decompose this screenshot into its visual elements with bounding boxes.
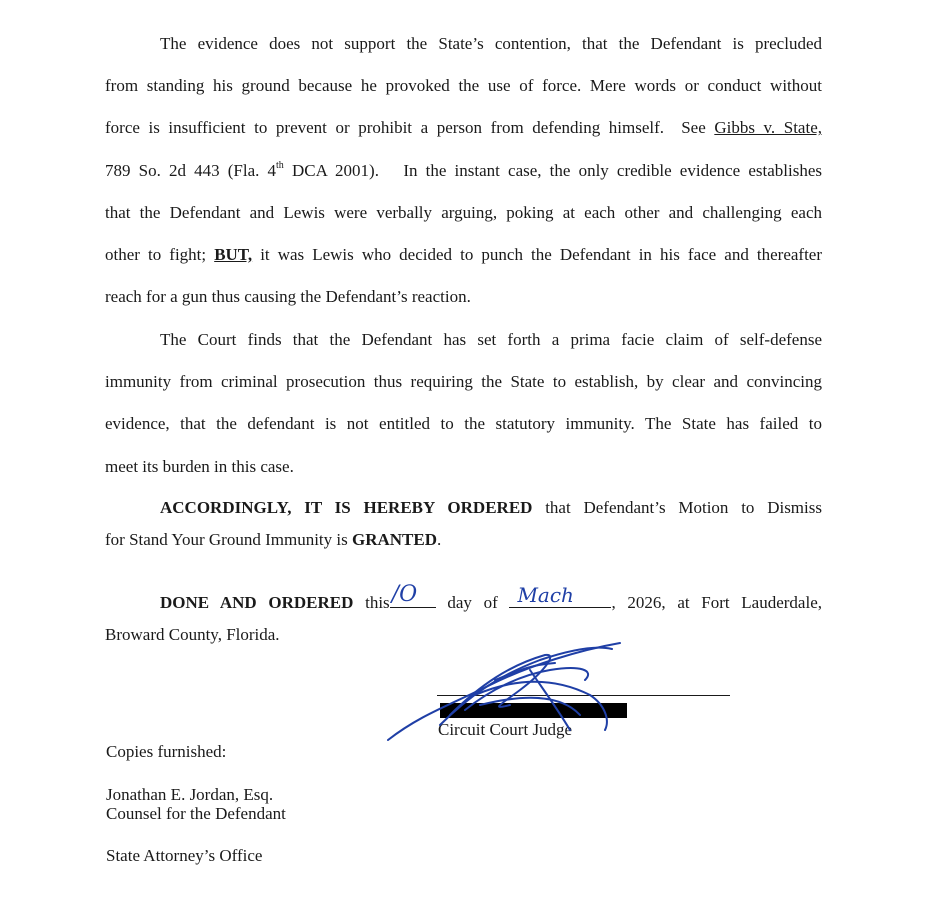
- month-blank: [509, 583, 611, 608]
- recipient-role: Counsel for the Defendant: [106, 804, 286, 823]
- judge-signature-scribble: [380, 635, 640, 750]
- text-line: from standing his ground because he provoked the use of force. Mere words or conduct without: [105, 76, 822, 96]
- text-line: [105, 107, 822, 149]
- text-line: immunity from criminal prosecution thus requiring the State to establish, by clear and convincing: [105, 372, 822, 392]
- text-line: [105, 582, 822, 619]
- recipient-office: State Attorney’s Office: [106, 846, 263, 865]
- text-line: The Court finds that the Defendant has set forth a prima facie claim of self-defense: [160, 330, 822, 349]
- text-fragment: DCA 2001). In the instant case, the only credible evidence establishes: [283, 160, 823, 180]
- recipient-name: Jonathan E. Jordan, Esq.: [106, 785, 274, 804]
- text-fragment: .: [437, 530, 442, 549]
- text-fragment: day of: [435, 593, 510, 612]
- findings-paragraph: [105, 319, 822, 488]
- text-fragment: that Defendant’s Motion to Dismiss: [532, 498, 822, 517]
- text-fragment: for Stand Your Ground Immunity is: [105, 530, 352, 549]
- text-line: evidence, that the defendant is not entitled to the statutory immunity. The State has failed to: [105, 414, 822, 434]
- emphasis-but: BUT,: [214, 245, 253, 265]
- text-line: meet its burden in this case.: [105, 456, 294, 476]
- done-heading: DONE AND ORDERED: [160, 593, 354, 612]
- case-citation-link: Gibbs v. State,: [714, 118, 822, 138]
- text-line: [105, 524, 822, 556]
- text-line: Broward County, Florida.: [105, 625, 280, 644]
- text-line: The evidence does not support the State’s contention, that the Defendant is precluded: [160, 34, 822, 53]
- text-line: that the Defendant and Lewis were verbally arguing, poking at each other and challenging each: [105, 202, 822, 222]
- citation-text: 789 So. 2d 443 (Fla. 4: [105, 160, 277, 180]
- order-heading: ACCORDINGLY, IT IS HEREBY ORDERED: [160, 498, 533, 517]
- day-blank: [390, 582, 436, 608]
- text-fragment: other to fight;: [105, 245, 215, 265]
- text-line: [105, 234, 822, 276]
- copies-heading: Copies furnished:: [106, 742, 227, 761]
- text-line: reach for a gun thus causing the Defendant’s reaction.: [105, 287, 471, 307]
- text-line: [105, 150, 822, 192]
- handwritten-month: Mach: [517, 583, 574, 607]
- granted-text: GRANTED: [351, 530, 437, 549]
- judge-title: Circuit Court Judge: [438, 720, 573, 739]
- citation-superscript: th: [276, 159, 284, 171]
- text-fragment: , 2026, at Fort Lauderdale,: [611, 593, 822, 612]
- text-fragment: this: [353, 593, 390, 612]
- handwritten-day: /O: [391, 582, 418, 607]
- text-line: [105, 492, 822, 524]
- order-paragraph: [105, 492, 822, 556]
- text-fragment: force is insufficient to prevent or prohibit a person from defending himself. See: [105, 118, 715, 138]
- text-fragment: it was Lewis who decided to punch the Defendant in his face and thereafter: [252, 245, 822, 265]
- evidence-paragraph: [105, 23, 822, 318]
